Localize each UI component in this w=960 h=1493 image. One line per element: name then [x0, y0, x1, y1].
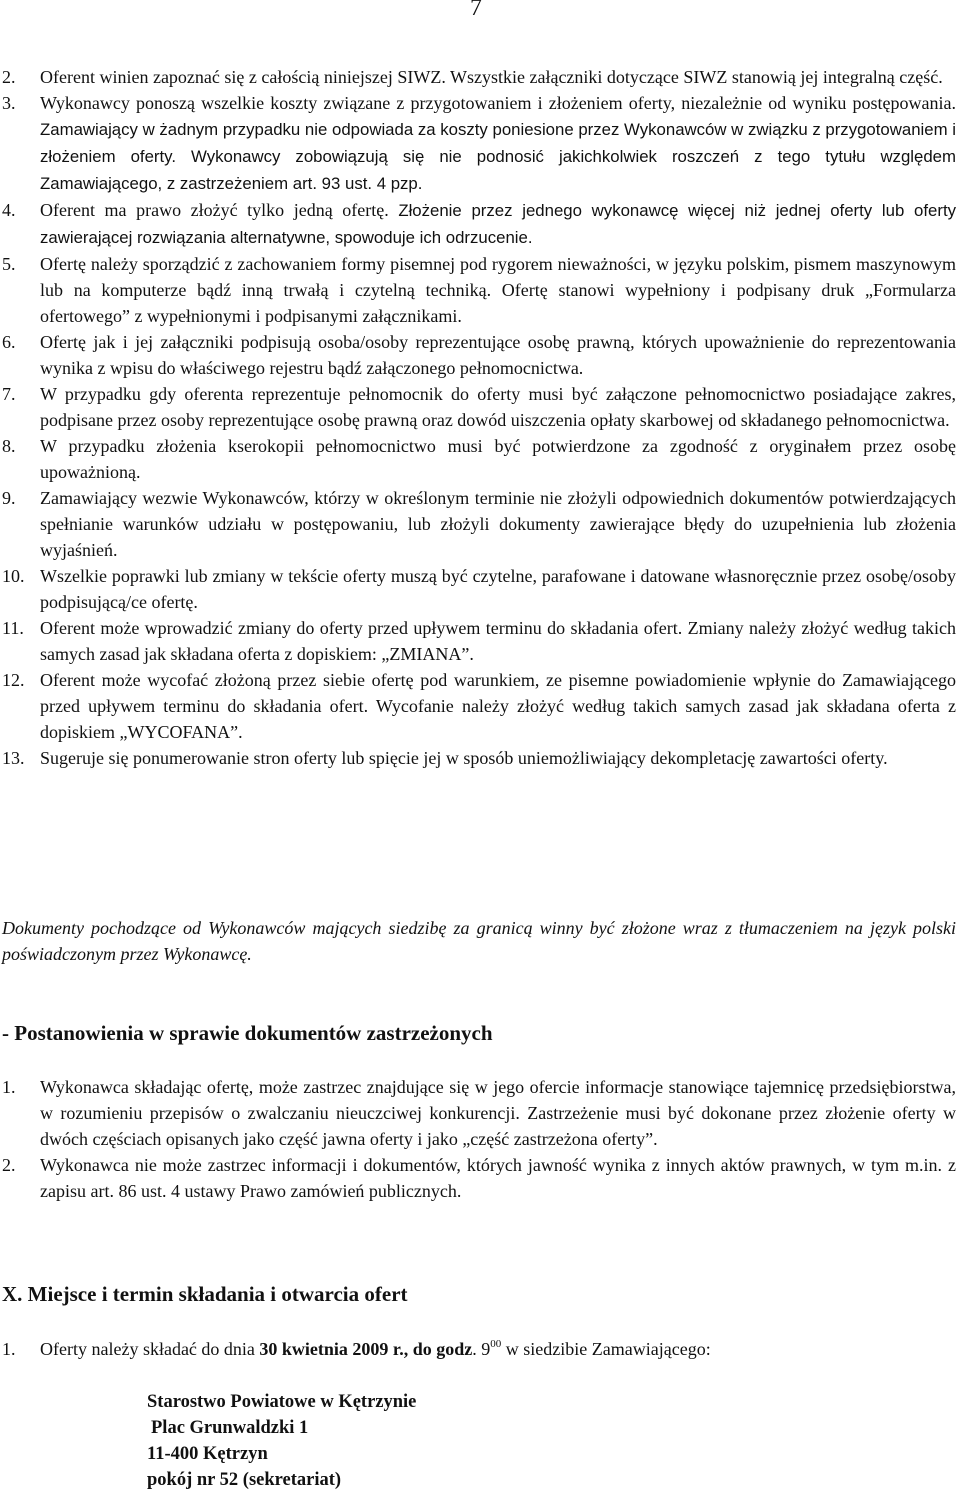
item-text-part: Wykonawcy ponoszą wszelkie koszty związane z przygotowaniem i złożeniem oferty, niezależnie od wyniku postępowania.	[40, 93, 956, 113]
item-text	[40, 667, 956, 745]
item-text	[40, 485, 956, 563]
item-text-part: Złożenie przez jednego wykonawcę więcej niż jednej oferty lub oferty zawierającej rozwiązania alternatywne, spowoduje ich odrzucenie.	[40, 201, 956, 247]
item-text-part: Oferent winien zapoznać się z całością niniejszej SIWZ. Wszystkie załączniki dotyczące SIWZ stanowią jej integralną część.	[40, 67, 943, 87]
submission-list	[0, 1336, 960, 1362]
item-text	[40, 615, 956, 667]
item-number: 1.	[2, 1339, 16, 1359]
item-number: 2.	[2, 67, 16, 87]
item-text-part: Ofertę należy sporządzić z zachowaniem formy pisemnej pod rygorem nieważności, w języku polskim, pismem maszynowym lub na komputerze bądź inną trwałą i czytelną techniką. Ofertę stanowi wypełniony i podpisany druk „Formularza ofertowego” z wypełnionymi i podpisanymi załącznikami.	[40, 254, 956, 326]
deadline-hour-label: ., do godz	[399, 1339, 473, 1359]
item-text	[40, 329, 956, 381]
item-number: 6.	[2, 332, 16, 352]
deadline-text: Oferty należy składać do dnia	[40, 1339, 260, 1359]
address-line: pokój nr 52 (sekretariat)	[147, 1470, 342, 1490]
list-item	[0, 197, 960, 251]
deadline-date: 30 kwietnia 2009 r	[259, 1339, 400, 1359]
item-text-part: Sugeruje się ponumerowanie stron oferty lub spięcie jej w sposób uniemożliwiający dekompletację zawartości oferty.	[40, 748, 888, 768]
section-x-heading: X. Miejsce i termin składania i otwarcia ofert	[2, 1282, 408, 1306]
item-text	[40, 381, 956, 433]
item-number: 4.	[2, 200, 16, 220]
item-number: 13.	[2, 748, 25, 768]
address-line: Plac Grunwaldzki 1	[151, 1418, 309, 1438]
item-number: 3.	[2, 93, 16, 113]
item-number: 8.	[2, 436, 16, 456]
item-text-part: Ofertę jak i jej załączniki podpisują osoba/osoby reprezentujące osobę prawną, których upoważnienie do reprezentowania wynika z wpisu do właściwego rejestru bądź załączonego pełnomocnictwa.	[40, 332, 956, 378]
item-text	[40, 64, 956, 90]
list-item	[0, 90, 960, 197]
item-text-part: Zamawiający w żadnym przypadku nie odpowiada za koszty poniesione przez Wykonawców w związku z przygotowaniem i złożeniem oferty. Wykonawcy zobowiązują się nie podnosić jakichkolwiek roszczeń z tego tytułu względem Zamawiającego, z zastrzeżeniem art. 93 ust. 4 pzp.	[40, 120, 956, 193]
item-text	[40, 251, 956, 329]
item-number: 9.	[2, 488, 16, 508]
deadline-minutes: 00	[490, 1338, 502, 1350]
restricted-documents-heading: - Postanowienia w sprawie dokumentów zastrzeżonych	[2, 1021, 493, 1045]
list-item	[0, 251, 960, 329]
item-text	[40, 1336, 956, 1362]
item-number: 2.	[2, 1155, 16, 1175]
item-text-part: Oferent może wprowadzić zmiany do oferty przed upływem terminu do składania ofert. Zmiany należy złożyć według takich samych zasad jak składana oferta z dopiskiem: „ZMIANA”.	[40, 618, 956, 664]
list-item	[0, 64, 960, 90]
list-item	[0, 329, 960, 381]
list-item	[0, 1074, 960, 1152]
item-text-part: Wykonawca składając ofertę, może zastrzec znajdujące się w jego ofercie informacje stanowiące tajemnicę przedsiębiorstwa, w rozumieniu przepisów o zwalczaniu nieuczciwej konkurencji. Zastrzeżenie musi być dokonane przez złożenie oferty w dwóch częściach opisanych jako część jawna oferty i jako „część zastrzeżona oferty”.	[40, 1077, 956, 1149]
deadline-place: w siedzibie Zamawiającego:	[501, 1339, 711, 1359]
list-item	[0, 1152, 960, 1204]
item-text	[40, 433, 956, 485]
item-text-part: Zamawiający wezwie Wykonawców, którzy w określonym terminie nie złożyli odpowiednich dokumentów potwierdzających spełnianie warunków udziału w postępowaniu, lub złożyli dokumenty zawierające błędy do uzupełnienia lub złożenia wyjaśnień.	[40, 488, 956, 560]
item-text	[40, 563, 956, 615]
requirements-list	[0, 64, 960, 771]
item-text-part: Oferent ma prawo złożyć tylko jedną ofertę.	[40, 200, 399, 220]
address-line: Starostwo Powiatowe w Kętrzynie	[147, 1392, 417, 1412]
list-item	[0, 615, 960, 667]
list-item	[0, 433, 960, 485]
submission-item	[0, 1336, 960, 1362]
item-number: 12.	[2, 670, 25, 690]
address-line: 11-400 Kętrzyn	[147, 1444, 268, 1464]
item-text	[40, 1074, 956, 1152]
item-text	[40, 745, 956, 771]
address-block	[147, 1389, 416, 1493]
list-item	[0, 381, 960, 433]
item-text-part: Wszelkie poprawki lub zmiany w tekście oferty muszą być czytelne, parafowane i datowane własnoręcznie przez osobę/osoby podpisującą/ce ofertę.	[40, 566, 956, 612]
item-text	[40, 197, 956, 251]
foreign-documents-note: Dokumenty pochodzące od Wykonawców mających siedzibę za granicą winny być złożone wraz z tłumaczeniem na język polski poświadczonym przez Wykonawcę.	[2, 918, 956, 964]
list-item	[0, 563, 960, 615]
item-number: 1.	[2, 1077, 16, 1097]
item-text	[40, 90, 956, 197]
item-text-part: Wykonawca nie może zastrzec informacji i dokumentów, których jawność wynika z innych aktów prawnych, w tym m.in. z zapisu art. 86 ust. 4 ustawy Prawo zamówień publicznych.	[40, 1155, 956, 1201]
deadline-hour: . 9	[472, 1339, 491, 1359]
item-number: 5.	[2, 254, 16, 274]
list-item	[0, 745, 960, 771]
list-item	[0, 485, 960, 563]
item-text	[40, 1152, 956, 1204]
list-item	[0, 667, 960, 745]
item-text-part: Oferent może wycofać złożoną przez siebie ofertę pod warunkiem, ze pisemne powiadomienie wpłynie do Zamawiającego przed upływem terminu do składania ofert. Wycofanie należy złożyć według takich samych zasad jak składana oferta z dopiskiem „WYCOFANA”.	[40, 670, 956, 742]
page-number: 7	[470, 0, 482, 21]
item-text-part: W przypadku gdy oferenta reprezentuje pełnomocnik do oferty musi być załączone pełnomocnictwo posiadające zakres, podpisane przez osoby reprezentujące osobę prawną oraz dowód uiszczenia opłaty skarbowej od składanego pełnomocnictwa.	[40, 384, 956, 430]
item-number: 11.	[2, 618, 24, 638]
item-number: 7.	[2, 384, 16, 404]
restricted-documents-list	[0, 1074, 960, 1204]
item-number: 10.	[2, 566, 25, 586]
item-text-part: W przypadku złożenia kserokopii pełnomocnictwo musi być potwierdzone za zgodność z oryginałem przez osobę upoważnioną.	[40, 436, 956, 482]
